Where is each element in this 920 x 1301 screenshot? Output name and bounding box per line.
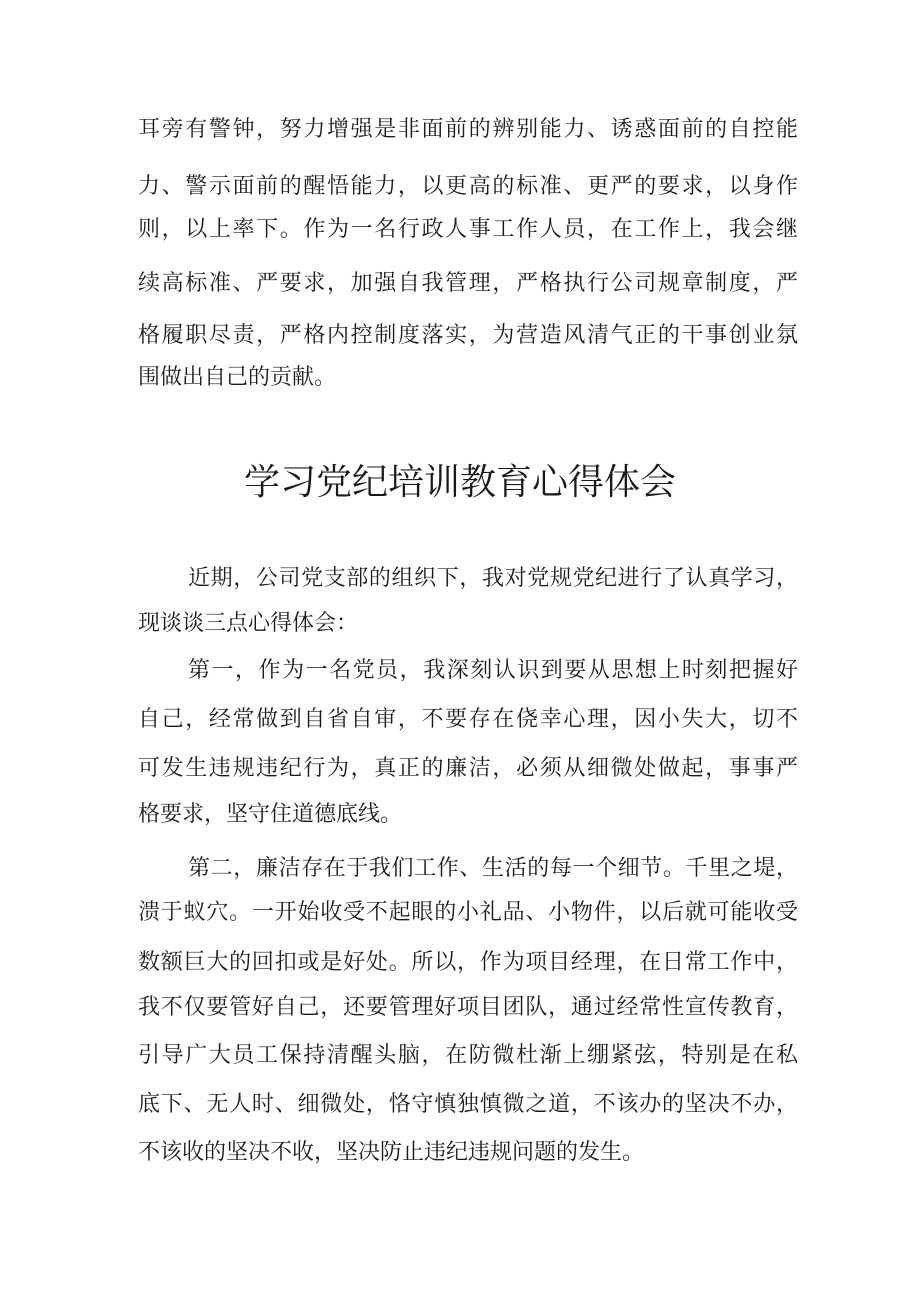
text-line: 底下、无人时、细微处，恪守慎独慎微之道，不该办的坚决不办， bbox=[138, 1092, 798, 1117]
text-line: 我不仅要管好自己，还要管理好项目团队，通过经常性宣传教育， bbox=[138, 995, 798, 1020]
text-line: 围做出自己的贡献。 bbox=[138, 365, 337, 390]
text-line: 溃于蚁穴。一开始收受不起眼的小礼品、小物件，以后就可能收受 bbox=[138, 900, 798, 925]
text-line: 自己，经常做到自省自审，不要存在侥幸心理，因小失大，切不 bbox=[138, 707, 798, 732]
text-line: 现谈谈三点心得体会： bbox=[138, 611, 359, 636]
text-line: 第一，作为一名党员，我深刻认识到要从思想上时刻把握好 bbox=[188, 658, 798, 683]
text-line: 可发生违规违纪行为，真正的廉洁，必须从细微处做起，事事严 bbox=[138, 756, 798, 781]
text-line: 数额巨大的回扣或是好处。所以，作为项目经理，在日常工作中， bbox=[138, 950, 798, 975]
text-line: 续高标准、严要求，加强自我管理，严格执行公司规章制度，严 bbox=[138, 271, 798, 296]
text-line: 格履职尽责，严格内控制度落实，为营造风清气正的干事创业氛 bbox=[138, 323, 798, 348]
text-line: 近期，公司党支部的组织下，我对党规党纪进行了认真学习， bbox=[188, 566, 798, 591]
text-line: 不该收的坚决不收，坚决防止违纪违规问题的发生。 bbox=[138, 1140, 645, 1165]
text-line: 引导广大员工保持清醒头脑，在防微杜渐上绷紧弦，特别是在私 bbox=[138, 1043, 798, 1068]
document-title: 学习党纪培训教育心得体会 bbox=[243, 462, 676, 503]
text-line: 力、警示面前的醒悟能力，以更高的标准、更严的要求，以身作 bbox=[138, 174, 798, 199]
text-line: 则，以上率下。作为一名行政人事工作人员，在工作上，我会继 bbox=[138, 217, 798, 242]
text-line: 第二，廉洁存在于我们工作、生活的每一个细节。千里之堤， bbox=[188, 856, 798, 881]
text-line: 格要求，坚守住道德底线。 bbox=[138, 802, 403, 827]
text-line: 耳旁有警钟，努力增强是非面前的辨别能力、诱惑面前的自控能 bbox=[138, 117, 798, 142]
